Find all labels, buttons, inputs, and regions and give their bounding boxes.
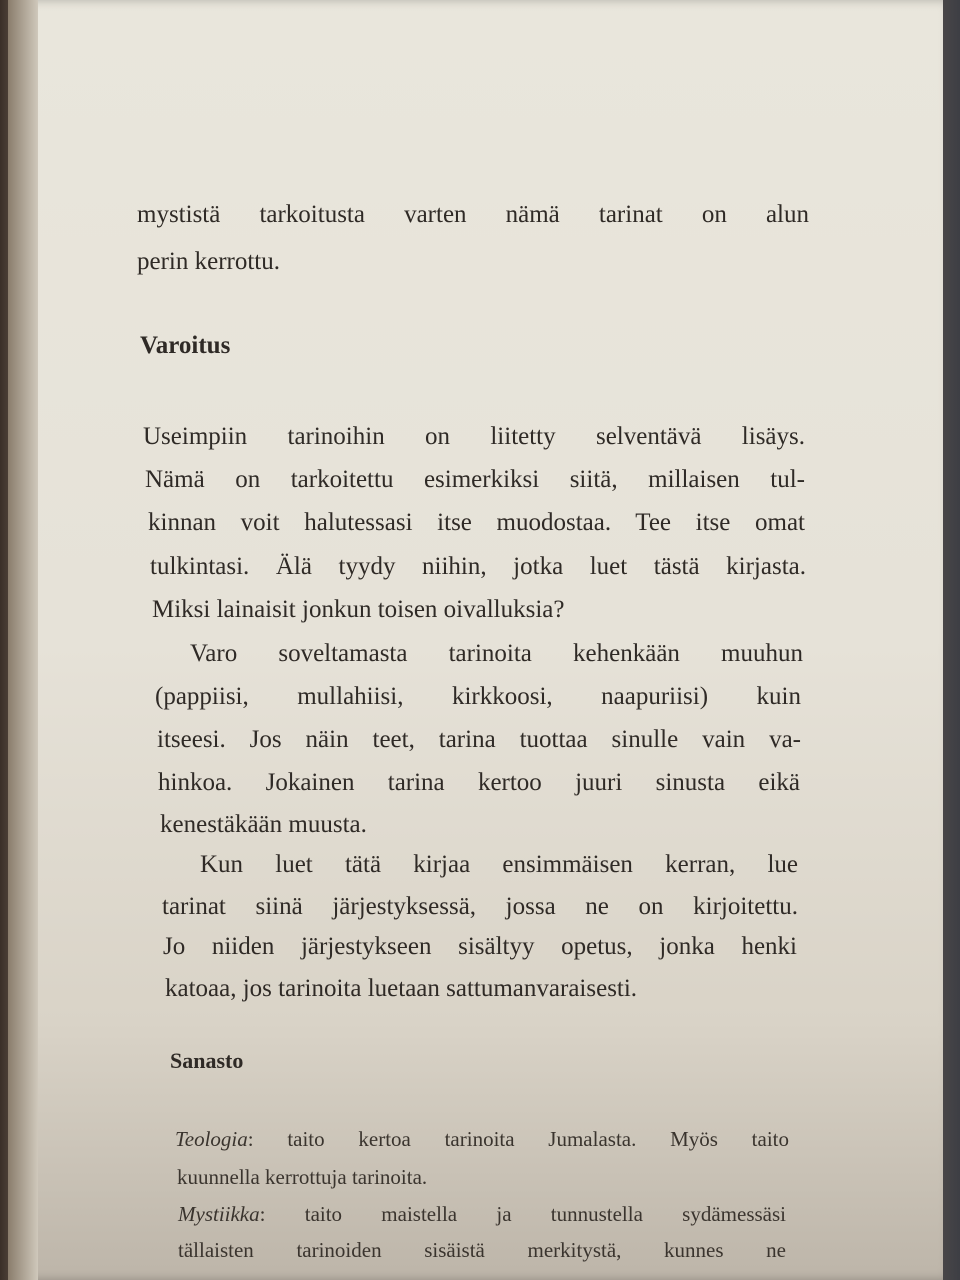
paragraph-line: Varo soveltamasta tarinoita kehenkään muuhun [190,640,803,667]
paragraph-line: Jo niiden järjestykseen sisältyy opetus, jonka henki [163,933,797,960]
paragraph-line: katoaa, jos tarinoita luetaan sattumanvaraisesti. [165,975,638,1002]
glossary-term: Mystiikka [178,1202,260,1226]
glossary-entry-mysticism [178,1201,786,1227]
paragraph-line: kenestäkään muusta. [160,811,367,838]
paragraph-line: hinkoa. Jokainen tarina kertoo juuri sinusta eikä [158,769,800,796]
paragraph-line: Kun luet tätä kirjaa ensimmäisen kerran, lue [200,851,798,878]
book-page [8,0,943,1280]
glossary-definition: : taito kertoa tarinoita Jumalasta. Myös taito [247,1127,789,1151]
paragraph-line: itseesi. Jos näin teet, tarina tuottaa sinulle vain va- [157,726,801,753]
paragraph-line: (pappiisi, mullahiisi, kirkkoosi, naapuriisi) kuin [155,683,801,710]
section-heading-glossary: Sanasto [170,1048,244,1073]
glossary-definition-cont: kuunnella kerrottuja tarinoita. [177,1165,428,1189]
glossary-definition: : taito maistella ja tunnustella sydämessäsi [259,1202,786,1226]
glossary-entry-theology [175,1126,789,1152]
glossary-definition-cont: tällaisten tarinoiden sisäistä merkitystä, kunnes ne [178,1238,786,1262]
paragraph-line: Nämä on tarkoitettu esimerkiksi siitä, millaisen tul- [145,466,805,493]
glossary-term: Teologia [175,1127,248,1151]
book-spine-edge [8,0,38,1280]
intro-line: perin kerrottu. [137,248,281,275]
paragraph-line: tarinat siinä järjestyksessä, jossa ne on kirjoitettu. [162,893,798,920]
paragraph-line: kinnan voit halutessasi itse muodostaa. Tee itse omat [148,509,805,536]
intro-line: mystistä tarkoitusta varten nämä tarinat on alun [137,201,809,228]
section-heading-warning: Varoitus [140,332,231,359]
paragraph-line: tulkintasi. Älä tyydy niihin, jotka luet tästä kirjasta. [150,553,806,580]
paragraph-line: Useimpiin tarinoihin on liitetty selventävä lisäys. [143,423,805,450]
paragraph-line: Miksi lainaisit jonkun toisen oivalluksia? [152,596,565,623]
